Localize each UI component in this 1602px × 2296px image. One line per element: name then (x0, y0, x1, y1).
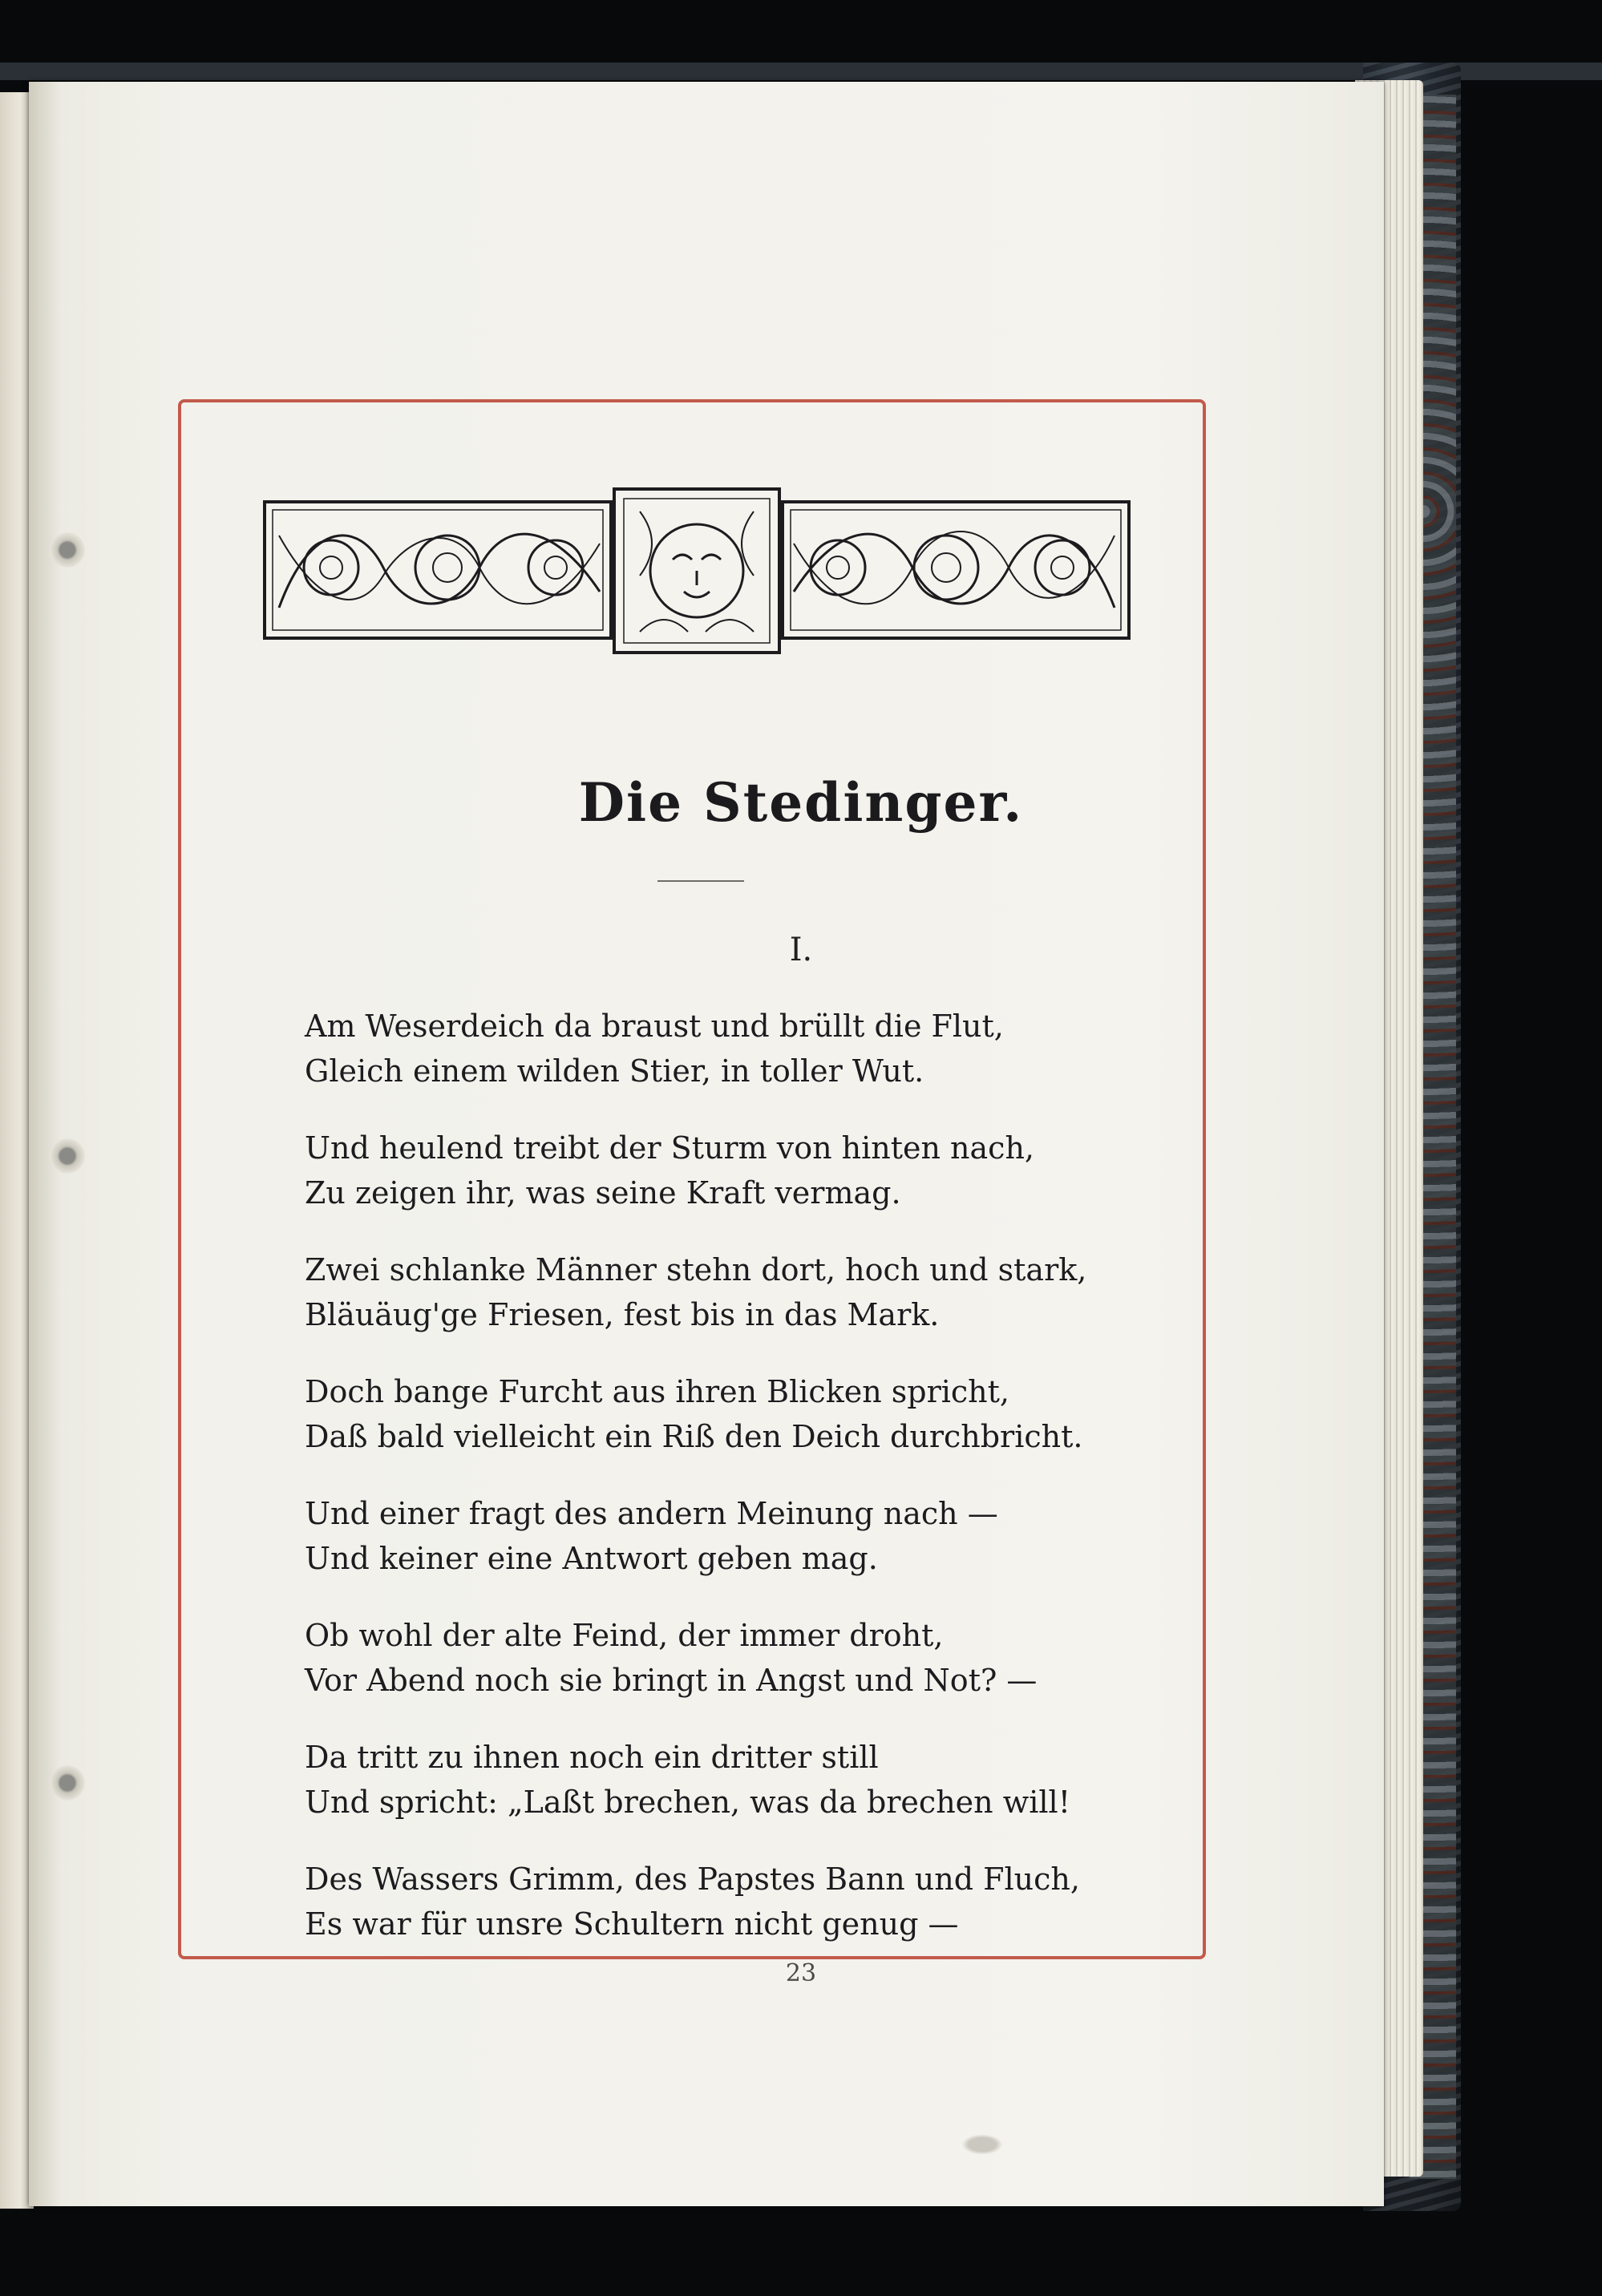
verse-line: Und spricht: „Laßt brechen, was da brechen will! (305, 1785, 1070, 1820)
section-numeral: I. (789, 932, 813, 968)
stanza (305, 1126, 1187, 1215)
poem-body (305, 1004, 1187, 1979)
verse-line: Und heulend treibt der Sturm von hinten nach, (305, 1130, 1034, 1166)
poem-title: Die Stedinger. (578, 771, 1024, 834)
stanza (305, 1735, 1187, 1825)
binding-hole (50, 1765, 85, 1801)
stanza (305, 1247, 1187, 1337)
headpiece-ornament (263, 487, 1131, 654)
verse-line: Des Wassers Grimm, des Papstes Bann und Fluch, (305, 1861, 1080, 1897)
binding-hole (50, 532, 85, 568)
binding-hole (50, 1138, 85, 1174)
page-number: 23 (785, 1959, 817, 1987)
verse-line: Doch bange Furcht aus ihren Blicken spricht, (305, 1374, 1010, 1409)
rosette-scroll-icon (783, 502, 1129, 638)
stanza (305, 1369, 1187, 1459)
stanza (305, 1491, 1187, 1581)
book-cover-top (0, 0, 1602, 80)
rosette-scroll-icon (265, 502, 611, 638)
verse-line: Ob wohl der alte Feind, der immer droht, (305, 1618, 944, 1653)
verse-line: Und einer fragt des andern Meinung nach — (305, 1496, 998, 1531)
verse-line: Am Weserdeich da braust und brüllt die Flut, (305, 1009, 1004, 1044)
verse-line: Da tritt zu ihnen noch ein dritter still (305, 1740, 879, 1775)
verse-line: Daß bald vielleicht ein Riß den Deich durchbricht. (305, 1419, 1083, 1454)
stanza (305, 1004, 1187, 1093)
verse-line: Bläuäug'ge Friesen, fest bis in das Mark. (305, 1297, 940, 1332)
stanza (305, 1613, 1187, 1703)
verse-line: Gleich einem wilden Stier, in toller Wut. (305, 1053, 924, 1089)
verse-line: Und keiner eine Antwort geben mag. (305, 1541, 878, 1576)
verse-line: Zu zeigen ihr, was seine Kraft vermag. (305, 1175, 901, 1211)
paper-stain (958, 2132, 1006, 2157)
verse-line: Vor Abend noch sie bringt in Angst und Not? — (305, 1663, 1038, 1698)
verse-line: Es war für unsre Schultern nicht genug — (305, 1906, 959, 1942)
verse-line: Zwei schlanke Männer stehn dort, hoch und stark, (305, 1252, 1087, 1287)
lion-head-icon (614, 489, 779, 653)
title-divider (657, 880, 744, 882)
stanza (305, 1857, 1187, 1946)
